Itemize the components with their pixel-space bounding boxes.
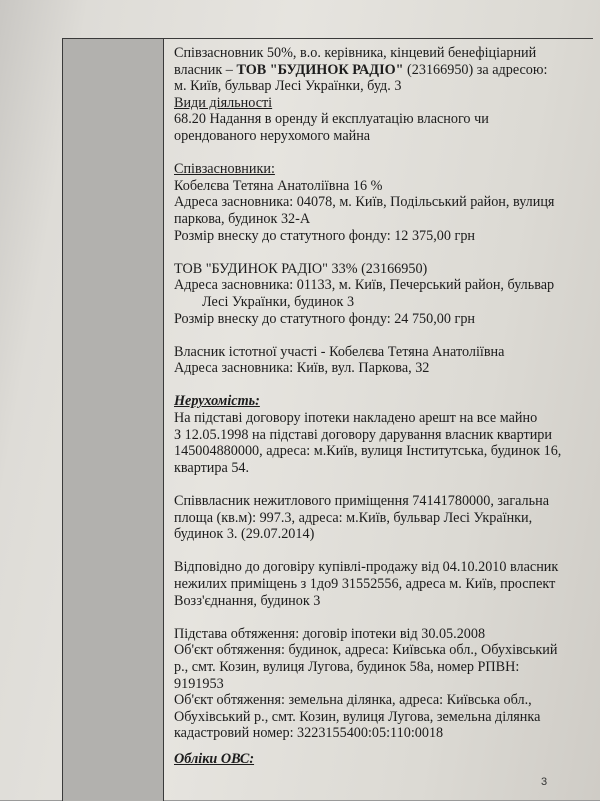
realestate-p1-line-2: З 12.05.1998 на підставі договору дарування власник квартири: [174, 426, 552, 443]
cofounder-1-address-1: Адреса засновника: 04078, м. Київ, Подільський район, вулиця: [174, 194, 555, 211]
company-name: ТОВ "БУДИНОК РАДІО": [236, 61, 404, 78]
realestate-p2-line-3: будинок 3. (29.07.2014): [174, 526, 315, 543]
role-line-1: Співзасновник 50%, в.о. керівника, кінцевий бенефіціарний: [174, 45, 537, 61]
realestate-p1-line-1: На підставі договору іпотеки накладено арешт на все майно: [174, 410, 538, 427]
activity-line-2: орендованого нерухомого майна: [174, 127, 371, 144]
cofounder-1-contribution: Розмір внеску до статутного фонду: 12 375,00 грн: [174, 227, 476, 244]
encumbrance-object-2-line-2: Обухівський р., смт. Козин, вулиця Лугова, земельна ділянка: [174, 708, 541, 725]
encumbrance-object-1-line-3: 9191953: [174, 675, 224, 692]
encumbrance-object-1-line-1: Об'єкт обтяження: будинок, адреса: Київська обл., Обухівський: [174, 642, 558, 659]
role-line-2-pre: власник –: [174, 61, 237, 78]
activities-heading: Види діяльності: [174, 94, 273, 111]
label-column: [63, 39, 164, 801]
cofounder-1-address-2: паркова, будинок 32-А: [174, 210, 311, 227]
realestate-p1-line-3: 145004880000, адреса: м.Київ, вулиця Інститутська, будинок 16,: [174, 443, 562, 460]
cofounder-2-address-1: Адреса засновника: 01133, м. Київ, Печерський район, бульвар: [174, 277, 555, 294]
cofounder-2-name: ТОВ "БУДИНОК РАДІО" 33% (23166950): [174, 260, 428, 277]
role-line-2-post: (23166950) за адресою:: [403, 61, 548, 78]
encumbrance-basis: Підстава обтяження: договір іпотеки від 30.05.2008: [174, 625, 486, 642]
cofounders-heading: Співзасновники:: [174, 161, 275, 178]
ovs-heading: Обліки ОВС:: [174, 750, 255, 767]
realestate-p2-line-1: Співвласник нежитлового приміщення 74141780000, загальна: [174, 493, 549, 510]
significant-owner: Власник істотної участі - Кобелєва Тетяна Анатоліївна: [174, 343, 505, 360]
encumbrance-object-2-line-3: кадастровий номер: 3223155400:05:110:0018: [174, 725, 444, 742]
content-cell: [174, 45, 572, 768]
realestate-p3-line-3: Возз'єднання, будинок 3: [174, 592, 321, 609]
cofounder-2-contribution: Розмір внеску до статутного фонду: 24 750,00 грн: [174, 310, 476, 327]
realestate-p3-line-2: нежилих приміщень з 1до9 31552556, адреса м. Київ, проспект: [174, 576, 556, 592]
company-address: м. Київ, бульвар Лесі Українки, буд. 3: [174, 78, 402, 95]
realestate-p1-line-4: квартира 54.: [174, 459, 250, 476]
encumbrance-object-2-line-1: Об'єкт обтяження: земельна ділянка, адреса: Київська обл.,: [174, 692, 532, 709]
realestate-p3-line-1: Відповідно до договіру купівлі-продажу від 04.10.2010 власник: [174, 559, 559, 576]
page-number: 3: [541, 776, 548, 788]
realestate-heading: Нерухомість:: [174, 393, 260, 410]
realestate-p2-line-2: площа (кв.м): 997.3, адреса: м.Київ, бульвар Лесі Українки,: [174, 509, 533, 526]
role-line-2: [174, 62, 572, 79]
significant-owner-address: Адреса засновника: Київ, вул. Паркова, 32: [174, 360, 430, 377]
cofounder-2-address-2: Лесі Українки, будинок 3: [202, 293, 355, 310]
activity-line-1: 68.20 Надання в оренду й експлуатацію власного чи: [174, 111, 489, 128]
cofounder-1-name: Кобелєва Тетяна Анатоліївна 16 %: [174, 177, 383, 194]
encumbrance-object-1-line-2: р., смт. Козин, вулиця Лугова, будинок 58а, номер РПВН:: [174, 658, 520, 675]
